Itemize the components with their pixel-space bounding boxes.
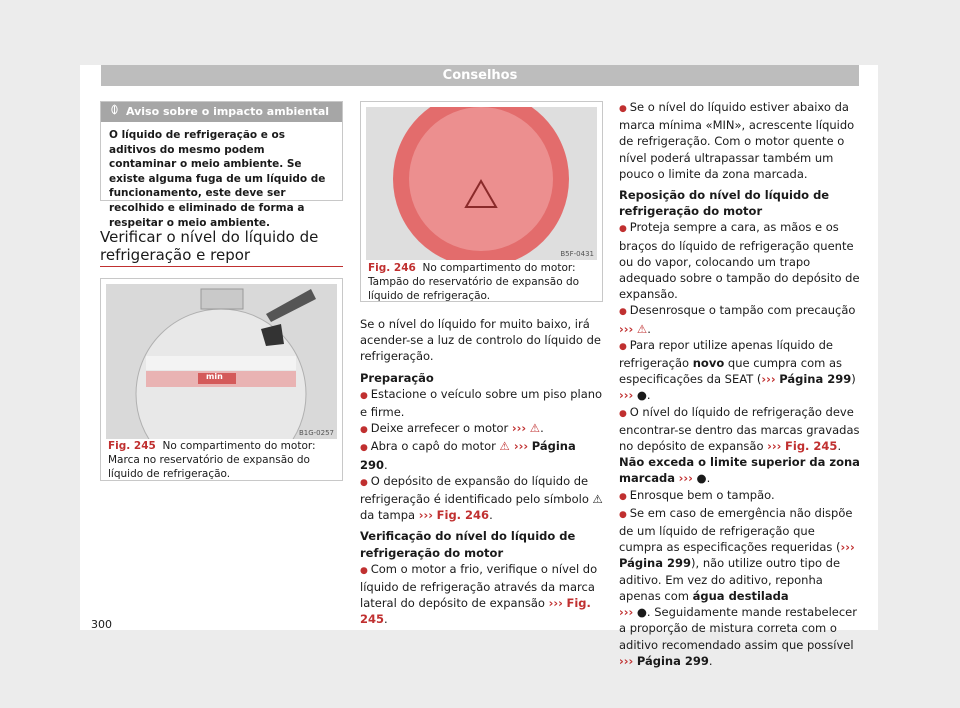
warning-icon: ⚠: [529, 421, 541, 436]
figure-link[interactable]: Fig. 245: [785, 439, 838, 454]
environment-notice-header: [101, 102, 342, 122]
warning-icon: ⚠: [636, 321, 648, 336]
figure-245: [100, 278, 343, 481]
caution-icon: ●: [636, 605, 647, 620]
list-item: ● Para repor utilize apenas líquido de refrigeração novo que cumpra com as especificações da SEAT (››› Página 299) ››› ●.: [619, 337, 861, 404]
list-item: ● Se o nível do líquido estiver abaixo da marca mínima «MIN», acrescente líquido de refrigeração. Com o motor quente o nível poderá ultrapassar também um pouco o limite da zona marcada.: [619, 99, 861, 182]
intro-paragraph: Se o nível do líquido for muito baixo, irá acender-se a luz de controlo do líquido de refrigeração.: [360, 317, 601, 364]
list-item: ● Se em caso de emergência não dispõe de um líquido de refrigeração que cumpra as especificações requeridas (››› Página 299), não utilize outro tipo de aditivo. Em vez do aditivo, reponha apenas com água destilada ››› ●. Seguidamente mande restabelecer a proporção de mistura correta com o aditivo recomendado assim que possível ››› Página 299.: [619, 505, 861, 669]
page-link[interactable]: Página 290: [360, 439, 576, 472]
environment-notice-body: O líquido de refrigeração e os aditivos do mesmo podem contaminar o meio ambiente. Se existe alguma fuga de um líquido de funcionamento, este deve ser recolhido e eliminado de forma a respeitar o meio ambiente.: [109, 129, 326, 229]
page-link[interactable]: Página 299: [779, 372, 852, 387]
list-item: ● Proteja sempre a cara, as mãos e os braços do líquido de refrigeração quente ou do vapor, colocando um trapo adequado sobre o tampão do depósito de expansão.: [619, 219, 861, 302]
figure-label: Fig. 245: [108, 440, 156, 452]
mark-label: min: [206, 372, 223, 381]
column-2-text: [360, 316, 603, 628]
expansion-tank-image: [106, 284, 337, 439]
coolant-symbol-icon: ⚠: [592, 492, 603, 507]
leaf-icon: [109, 102, 120, 122]
figure-code: B5F-0431: [560, 250, 594, 258]
list-item: ● Estacione o veículo sobre um piso plano e firme.: [360, 386, 603, 420]
page-link[interactable]: Página 299: [619, 556, 692, 571]
figure-caption: [108, 440, 336, 481]
figure-link[interactable]: Fig. 246: [436, 508, 490, 523]
refill-heading: Reposição do nível do líquido de refrigeração do motor: [619, 188, 830, 219]
page-link[interactable]: Página 299: [636, 653, 709, 668]
list-item: ● O nível do líquido de refrigeração deve encontrar-se dentro das marcas gravadas no depósito de expansão ››› Fig. 245. Não exceda o limite superior da zona marcada ››› ●.: [619, 404, 861, 487]
check-heading: Verificação do nível do líquido de refrigeração do motor: [360, 529, 576, 560]
figure-link[interactable]: Fig. 245: [360, 596, 591, 627]
cap-image: [366, 107, 597, 260]
environment-notice: [100, 101, 343, 229]
list-item: ● Com o motor a frio, verifique o nível do líquido de refrigeração através da marca lateral do depósito de expansão ››› Fig. 245.: [360, 561, 603, 628]
figure-caption-text: No compartimento do motor: Marca no reservatório de expansão do líquido de refrigeração.: [108, 440, 316, 480]
section-rule: [100, 266, 343, 267]
list-item: ● Deixe arrefecer o motor ››› ⚠.: [360, 420, 603, 438]
list-item: ● Abra o capô do motor ⚠ ››› Página 290.: [360, 438, 603, 472]
figure-code: B1G-0257: [298, 429, 334, 437]
caution-icon: ●: [696, 471, 707, 486]
list-item: ● O depósito de expansão do líquido de refrigeração é identificado pelo símbolo ⚠ da tampa ››› Fig. 246.: [360, 473, 603, 524]
environment-notice-title: Aviso sobre o impacto ambiental: [126, 105, 330, 118]
figure-label: Fig. 246: [368, 262, 416, 274]
caution-icon: ●: [636, 388, 647, 403]
preparation-heading: Preparação: [360, 370, 434, 385]
column-3-text: [619, 99, 861, 669]
section-title: Verificar o nível do líquido de refrigeração e repor: [100, 228, 319, 264]
figure-caption: [368, 262, 596, 303]
figure-caption-text: No compartimento do motor: Tampão do reservatório de expansão do líquido de refrigeração.: [368, 262, 580, 302]
page-number: 300: [91, 618, 112, 631]
header-bar: Conselhos: [101, 65, 859, 86]
figure-246: [360, 101, 603, 302]
list-item: ● Enrosque bem o tampão.: [619, 487, 861, 505]
list-item: ● Desenrosque o tampão com precaução ››› ⚠.: [619, 302, 861, 336]
